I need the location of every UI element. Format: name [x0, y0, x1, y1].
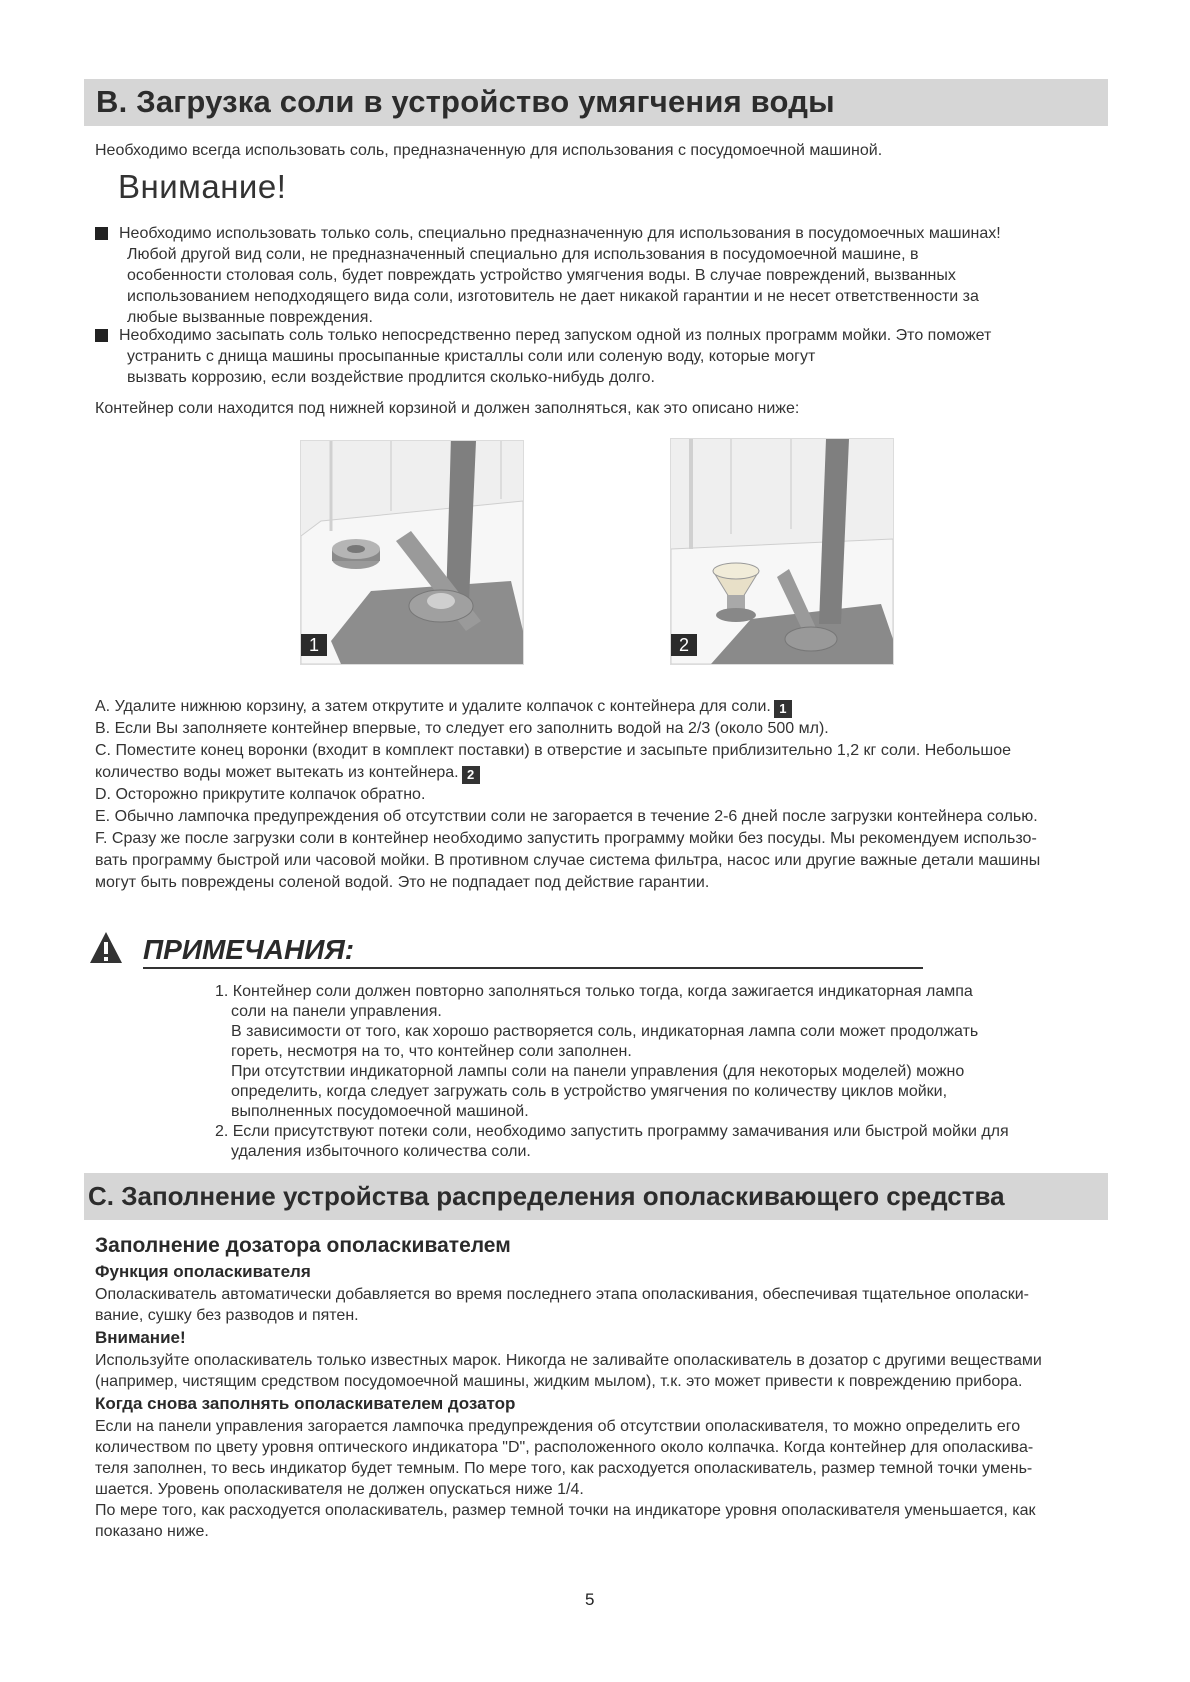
section-b-header [84, 79, 1108, 126]
text-line: По мере того, как расходуется ополаскиватель, размер темной точки на индикаторе уровня ополаскивателя уменьшается, как [95, 1502, 1036, 1519]
refill-text [95, 1416, 1115, 1542]
square-bullet-icon [95, 329, 108, 342]
step-c-cont [95, 762, 1115, 784]
page-number: 5 [585, 1590, 595, 1609]
photo-remove-cap [300, 440, 524, 665]
text-line: Если на панели управления загорается лампочка предупреждения об отсутствии ополаскивателя, то можно определить его [95, 1418, 1021, 1435]
step-f-cont: могут быть повреждены соленой водой. Это не подпадает под действие гарантии. [95, 874, 710, 891]
note-line: 1. Контейнер соли должен повторно заполняться только тогда, когда зажигается индикаторная лампа [215, 983, 973, 1000]
attention-text [95, 1350, 1115, 1392]
function-heading: Функция ополаскивателя [95, 1262, 311, 1281]
notes-title: ПРИМЕЧАНИЯ: [143, 934, 355, 965]
dishwasher-salt-cap-illustration [301, 441, 523, 664]
warning-bullet-timing [95, 325, 1115, 388]
bullet-line: особенности столовая соль, будет повреждать устройство умягчения воды. В случае повреждений, вызванных [127, 267, 956, 284]
bullet-line: любые вызванные повреждения. [127, 309, 373, 326]
text-line: Используйте ополаскиватель только известных марок. Никогда не заливайте ополаскиватель в дозатор с другими веществами [95, 1352, 1042, 1369]
note-line: определить, когда следует загружать соль в устройство умягчения по количеству циклов мойки, [231, 1083, 948, 1100]
bullet-line: Необходимо использовать только соль, специально предназначенную для использования в посудомоечных машинах! [119, 225, 1001, 242]
note-line: гореть, несмотря на то, что контейнер соли заполнен. [231, 1043, 632, 1060]
step-a [95, 696, 1115, 718]
warning-bullet-salt-type [95, 223, 1115, 328]
attention-subheading: Внимание! [95, 1328, 186, 1347]
bullet-line: вызвать коррозию, если воздействие продлится сколько-нибудь долго. [127, 369, 655, 386]
section-c-header [84, 1173, 1108, 1220]
bullet-line: Любой другой вид соли, не предназначенный специально для использования в посудомоечной машине, в [127, 246, 919, 263]
photo-label-1: 1 [301, 634, 327, 656]
salt-steps [95, 696, 1115, 894]
rinse-aid-subtitle: Заполнение дозатора ополаскивателем [95, 1234, 511, 1257]
text-line: количеством по цвету уровня оптического индикатора "D", расположенного около колпачка. Когда контейнер для ополаскива- [95, 1439, 1034, 1456]
text-line: (например, чистящим средством посудомоечной машины, жидким мылом), т.к. это может привести к повреждению прибора. [95, 1373, 1023, 1390]
text-line: шается. Уровень ополаскивателя не должен опускаться ниже 1/4. [95, 1481, 584, 1498]
text-line: вание, сушку без разводов и пятен. [95, 1307, 359, 1324]
bullet-line: Необходимо засыпать соль только непосредственно перед запуском одной из полных программ мойки. Это поможет [119, 327, 992, 344]
text-line: показано ниже. [95, 1523, 209, 1540]
container-note: Контейнер соли находится под нижней корзиной и должен заполняться, как это описано ниже: [95, 400, 800, 417]
attention-heading: Внимание! [118, 168, 287, 205]
step-badge-2: 2 [462, 766, 480, 784]
photo-label-2: 2 [671, 634, 697, 656]
photo-fill-salt [670, 438, 894, 665]
notes-list [215, 982, 1115, 1162]
section-b-title: B. Загрузка соли в устройство умягчения воды [96, 84, 835, 119]
step-e: E. Обычно лампочка предупреждения об отсутствии соли не загорается в течение 2-6 дней после загрузки контейнера солью. [95, 808, 1038, 825]
text-line: теля заполнен, то весь индикатор будет темным. По мере того, как расходуется ополаскиватель, размер темной точки умень- [95, 1460, 1033, 1477]
step-b: B. Если Вы заполняете контейнер впервые, то следует его заполнить водой на 2/3 (около 500 мл). [95, 720, 829, 737]
step-d: D. Осторожно прикрутите колпачок обратно. [95, 786, 426, 803]
note-line: В зависимости от того, как хорошо растворяется соль, индикаторная лампа соли может продолжать [231, 1023, 979, 1040]
step-badge-1: 1 [774, 700, 792, 718]
note-line: 2. Если присутствуют потеки соли, необходимо запустить программу замачивания или быстрой мойки для [215, 1123, 1009, 1140]
bullet-line: использованием неподходящего вида соли, изготовитель не дает никакой гарантии и не несет ответственности за [127, 288, 979, 305]
step-f: F. Сразу же после загрузки соли в контейнер необходимо запустить программу мойки без посуды. Мы рекомендуем использо- [95, 830, 1037, 847]
square-bullet-icon [95, 227, 108, 240]
note-line: удаления избыточного количества соли. [231, 1143, 531, 1160]
text-line: Ополаскиватель автоматически добавляется во время последнего этапа ополаскивания, обеспечивая тщательное ополаски- [95, 1286, 1029, 1303]
step-c: C. Поместите конец воронки (входит в комплект поставки) в отверстие и засыпьте приблизительно 1,2 кг соли. Небольшое [95, 742, 1012, 759]
notes-underline [143, 967, 923, 969]
section-b-intro: Необходимо всегда использовать соль, предназначенную для использования с посудомоечной машиной. [95, 142, 883, 159]
section-c-title: C. Заполнение устройства распределения ополаскивающего средства [88, 1181, 1005, 1211]
note-line: соли на панели управления. [231, 1003, 442, 1020]
note-line: выполненных посудомоечной машиной. [231, 1103, 529, 1120]
warning-triangle-icon [88, 930, 124, 966]
step-a-text: A. Удалите нижнюю корзину, а затем открутите и удалите колпачок с контейнера для соли. [95, 698, 771, 715]
refill-heading: Когда снова заполнять ополаскивателем дозатор [95, 1394, 516, 1413]
bullet-line: устранить с днища машины просыпанные кристаллы соли или соленую воду, которые могут [127, 348, 816, 365]
step-f-cont: вать программу быстрой или часовой мойки. В противном случае система фильтра, насос или другие важные детали машины [95, 852, 1041, 869]
step-c-cont-text: количество воды может вытекать из контейнера. [95, 764, 459, 781]
function-text [95, 1284, 1115, 1326]
note-line: При отсутствии индикаторной лампы соли на панели управления (для некоторых моделей) можно [231, 1063, 965, 1080]
dishwasher-salt-funnel-illustration [671, 439, 893, 664]
